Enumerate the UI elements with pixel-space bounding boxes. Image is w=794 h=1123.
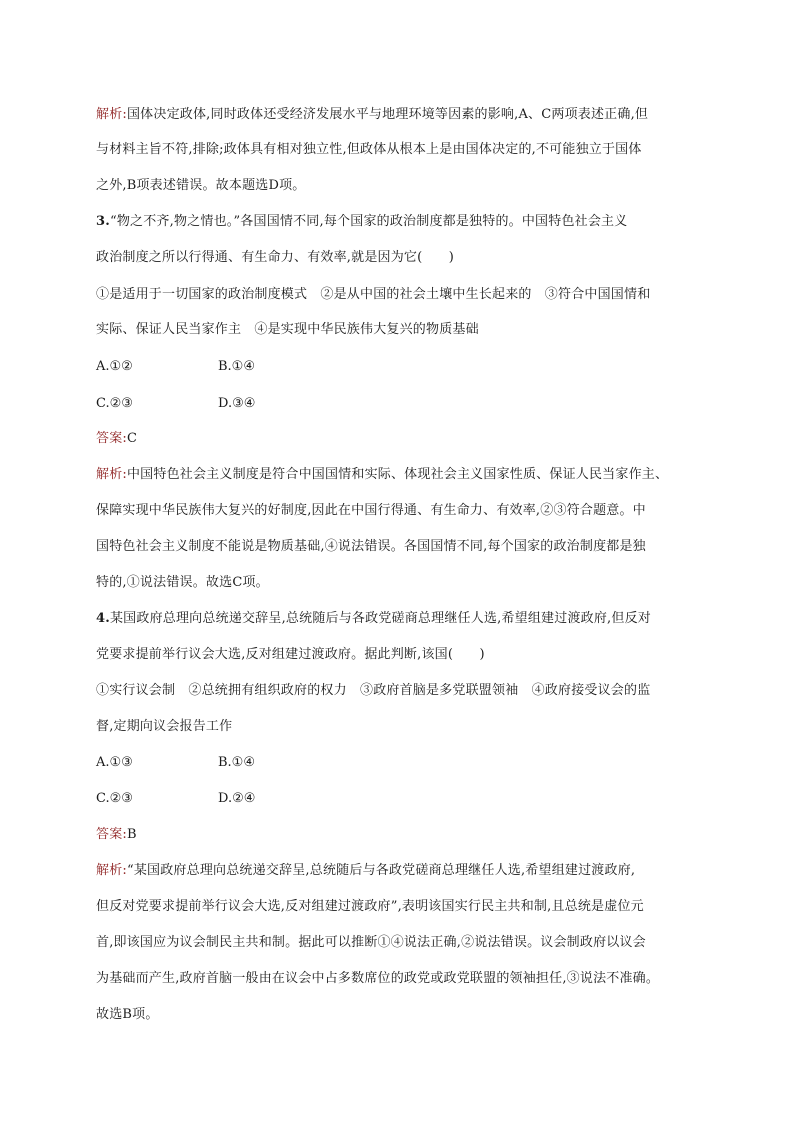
q2-analysis-line-2: 与材料主旨不符,排除;政体具有相对独立性,但政体从根本上是由国体决定的,不可能独立于国体	[96, 142, 642, 157]
q4-option-b: B.①④	[218, 755, 255, 770]
q4-analysis-line-4: 为基础而产生,政府首脑一般由在议会中占多数席位的政党或政党联盟的领袖担任,③说法不准确。	[96, 971, 660, 986]
q3-stem-line-1: 3.“物之不齐,物之情也。”各国国情不同,每个国家的政治制度都是独特的。中国特色社会主义	[96, 214, 628, 229]
q3-answer: 答案:C	[96, 431, 138, 446]
q4-stem-line-1: 4.某国政府总理向总统递交辞呈,总统随后与各政党磋商总理继任人选,希望组建过渡政府,但反对	[96, 611, 651, 626]
analysis-label: 解析:	[96, 107, 127, 122]
q3-option-b: B.①④	[218, 359, 255, 374]
q3-analysis-line-4: 特的,①说法错误。故选C项。	[96, 575, 269, 590]
q3-number: 3.	[96, 214, 110, 229]
q3-stem-line-2: 政治制度之所以行得通、有生命力、有效率,就是因为它( )	[96, 250, 455, 265]
q4-answer: 答案:B	[96, 827, 137, 842]
q2-analysis-line-3: 之外,B项表述错误。故本题选D项。	[96, 178, 306, 193]
q3-option-a: A.①②	[96, 359, 133, 374]
q4-statements-line-2: 督,定期向议会报告工作	[96, 719, 233, 734]
q4-analysis-line-5: 故选B项。	[96, 1007, 159, 1022]
q4-analysis-line-2: 但反对党要求提前举行议会大选,反对组建过渡政府”,表明该国实行民主共和制,且总统是虚位元	[96, 899, 644, 914]
q4-option-a: A.①③	[96, 755, 133, 770]
answer-label: 答案:	[96, 431, 127, 446]
q4-option-d: D.②④	[218, 791, 256, 806]
q3-statements-line-2: 实际、保证人民当家作主 ④是实现中华民族伟大复兴的物质基础	[96, 322, 479, 337]
analysis-label: 解析:	[96, 467, 127, 482]
q3-statements-line-1: ①是适用于一切国家的政治制度模式 ②是从中国的社会土壤中生长起来的 ③符合中国国情和	[96, 287, 651, 302]
q3-option-d: D.③④	[218, 396, 256, 411]
q3-analysis-line-1: 解析:中国特色社会主义制度是符合中国国情和实际、体现社会主义国家性质、保证人民当家作主、	[96, 467, 669, 482]
answer-label: 答案:	[96, 827, 127, 842]
q4-analysis-line-1: 解析:“某国政府总理向总统递交辞呈,总统随后与各政党磋商总理继任人选,希望组建过渡政府,	[96, 863, 636, 878]
q3-analysis-line-3: 国特色社会主义制度不能说是物质基础,④说法错误。各国国情不同,每个国家的政治制度都是独	[96, 539, 646, 554]
q2-analysis-line-1: 解析:国体决定政体,同时政体还受经济发展水平与地理环境等因素的影响,A、C两项表述正确,但	[96, 107, 649, 122]
q4-number: 4.	[96, 611, 110, 626]
q4-statements-line-1: ①实行议会制 ②总统拥有组织政府的权力 ③政府首脑是多党联盟领袖 ④政府接受议会的监	[96, 683, 651, 698]
q3-analysis-line-2: 保障实现中华民族伟大复兴的好制度,因此在中国行得通、有生命力、有效率,②③符合题意。中	[96, 503, 646, 518]
q4-analysis-line-3: 首,即该国应为议会制民主共和制。据此可以推断①④说法正确,②说法错误。议会制政府以议会	[96, 935, 646, 950]
q4-option-c: C.②③	[96, 791, 133, 806]
q4-stem-line-2: 党要求提前举行议会大选,反对组建过渡政府。据此判断,该国( )	[96, 647, 485, 662]
analysis-label: 解析:	[96, 863, 127, 878]
q3-option-c: C.②③	[96, 396, 133, 411]
